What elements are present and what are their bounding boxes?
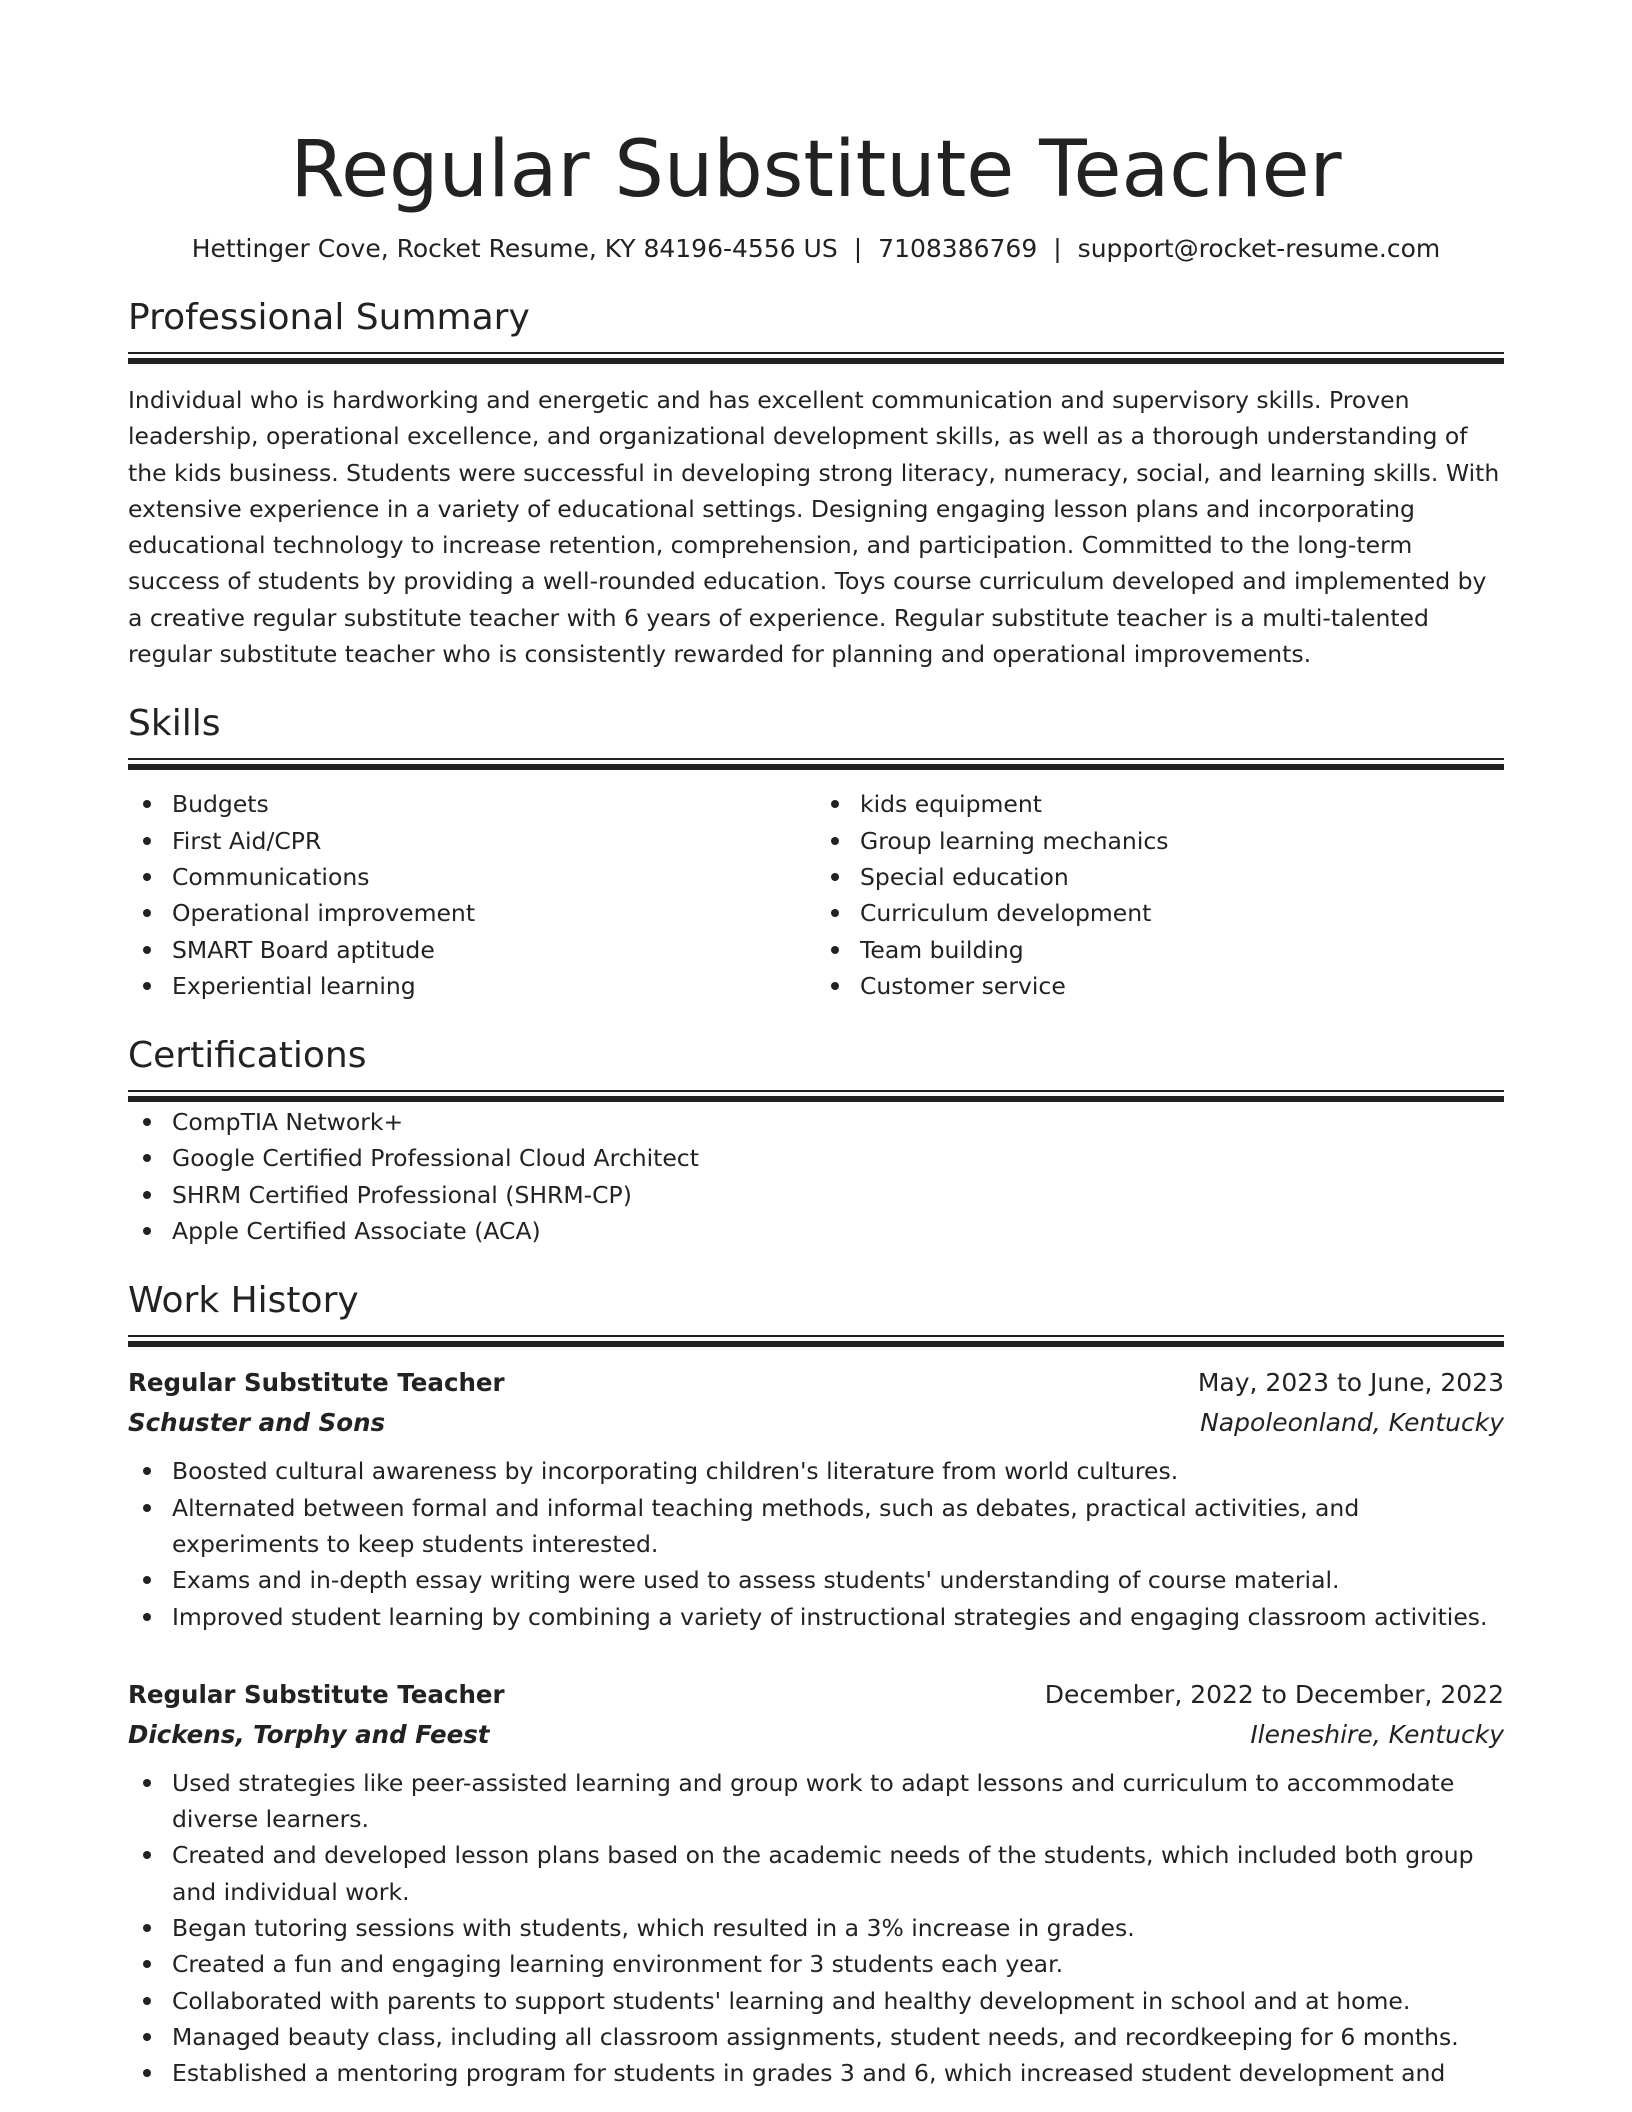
skill-label: Special education [860, 862, 1069, 891]
bullet-icon [143, 1997, 151, 2005]
list-item [172, 859, 816, 895]
bullet-icon [143, 1467, 151, 1475]
bullet-icon [143, 1613, 151, 1621]
certification-label: Apple Certified Associate (ACA) [172, 1217, 541, 1246]
job-title: Regular Substitute Teacher [128, 1679, 505, 1709]
bullet-icon [831, 909, 839, 917]
list-item [860, 823, 1504, 859]
list-item [172, 1140, 1504, 1176]
skill-label: Group learning mechanics [860, 826, 1169, 855]
contact-line [128, 232, 1504, 266]
bullet-icon [831, 873, 839, 881]
list-item [172, 1599, 1504, 1635]
skill-label: Experiential learning [172, 971, 416, 1000]
job-header-row [128, 1675, 1504, 1715]
bullet-icon [143, 1576, 151, 1584]
bullet-icon [143, 1924, 151, 1932]
skill-label: Team building [860, 935, 1024, 964]
skill-label: SMART Board aptitude [172, 935, 435, 964]
work-history-section [128, 1277, 1504, 2091]
section-divider [128, 758, 1504, 772]
job-bullet-text: Collaborated with parents to support students' learning and healthy development in school and at home. [172, 1986, 1411, 2015]
section-divider [128, 1090, 1504, 1104]
list-item [172, 1453, 1504, 1489]
skills-columns [128, 786, 1504, 1004]
section-divider [128, 1335, 1504, 1349]
skill-label: kids equipment [860, 790, 1042, 819]
skills-list-left [128, 786, 816, 1004]
bullet-icon [143, 1154, 151, 1162]
list-item [860, 932, 1504, 968]
job-bullet-text: Established a mentoring program for students in grades 3 and 6, which increased student development and [172, 2059, 1446, 2088]
job-company: Dickens, Torphy and Feest [128, 1719, 490, 1749]
summary-section [128, 294, 1504, 672]
list-item [172, 895, 816, 931]
job-company-row [128, 1403, 1504, 1443]
section-title-work-history: Work History [128, 1280, 359, 1322]
job-dates: December, 2022 to December, 2022 [1044, 1679, 1504, 1709]
resume-content [128, 0, 1504, 2092]
bullet-icon [143, 2069, 151, 2077]
skill-label: Communications [172, 862, 370, 891]
certification-label: Google Certified Professional Cloud Architect [172, 1144, 699, 1173]
job-bullet-text: Managed beauty class, including all classroom assignments, student needs, and recordkeeping for 6 months. [172, 2022, 1459, 2051]
job-bullets [128, 1453, 1504, 1634]
skill-label: Customer service [860, 971, 1066, 1000]
bullet-icon [831, 800, 839, 808]
certifications-section [128, 1032, 1504, 1249]
job-bullet-text: Created a fun and engaging learning environment for 3 students each year. [172, 1950, 1064, 1979]
job-bullet-text: Began tutoring sessions with students, which resulted in a 3% increase in grades. [172, 1914, 1135, 1943]
bullet-icon [143, 1227, 151, 1235]
job-bullet-text: Alternated between formal and informal teaching methods, such as debates, practical activities, and experiments to keep students interested. [172, 1493, 1360, 1558]
job-bullet-text: Boosted cultural awareness by incorporating children's literature from world cultures. [172, 1457, 1179, 1486]
list-item [172, 968, 816, 1004]
list-item [172, 1490, 1504, 1563]
bullet-icon [143, 2033, 151, 2041]
skill-label: Budgets [172, 790, 269, 819]
bullet-icon [143, 800, 151, 808]
list-item [172, 1213, 1504, 1249]
bullet-icon [831, 982, 839, 990]
job-company: Schuster and Sons [128, 1408, 386, 1438]
section-title-skills: Skills [128, 703, 221, 745]
bullet-icon [831, 946, 839, 954]
summary-text: Individual who is hardworking and energetic and has excellent communication and supervisory skills. Proven leadership, operational excellence, and organizational development skills, as well as a thorough understanding of the kids business. Students were successful in developing strong literacy, numeracy, social, and learning skills. With extensive experience in a variety of educational settings. Designing engaging lesson plans and incorporating educational technology to increase retention, comprehension, and participation. Committed to the long-term success of students by providing a well-rounded education. Toys course curriculum developed and implemented by a creative regular substitute teacher with 6 years of experience. Regular substitute teacher is a multi-talented regular substitute teacher who is consistently rewarded for planning and operational improvements. [128, 386, 1500, 669]
bullet-icon [831, 837, 839, 845]
bullet-icon [143, 1118, 151, 1126]
list-item [172, 2019, 1504, 2055]
bullet-icon [143, 1504, 151, 1512]
section-title-certifications: Certifications [128, 1035, 367, 1077]
list-item [172, 1946, 1504, 1982]
certifications-list [128, 1104, 1504, 1249]
bullet-icon [143, 1779, 151, 1787]
list-item [172, 1177, 1504, 1213]
section-divider [128, 352, 1504, 366]
job-dates: May, 2023 to June, 2023 [1197, 1368, 1504, 1398]
certification-label: SHRM Certified Professional (SHRM-CP) [172, 1180, 632, 1209]
certification-label: CompTIA Network+ [172, 1108, 404, 1137]
job-title: Regular Substitute Teacher [128, 1368, 505, 1398]
skills-section [128, 700, 1504, 1004]
list-item [172, 823, 816, 859]
job-bullet-text: Used strategies like peer-assisted learning and group work to adapt lessons and curriculum to accommodate diverse learners. [172, 1768, 1455, 1834]
job-bullet-text: Created and developed lesson plans based on the academic needs of the students, which included both group and individual work. [172, 1841, 1474, 1906]
list-item [172, 786, 816, 822]
list-item [172, 1765, 1504, 1838]
bullet-icon [143, 1191, 151, 1199]
bullet-icon [143, 982, 151, 990]
bullet-icon [143, 909, 151, 917]
contact-phone: 7108386769 [878, 234, 1038, 263]
skill-label: First Aid/CPR [172, 826, 322, 855]
contact-separator: | [1053, 234, 1062, 263]
job-header-row [128, 1363, 1504, 1403]
list-item [172, 2055, 1504, 2091]
bullet-icon [143, 1851, 151, 1859]
list-item [172, 1104, 1504, 1140]
job-entry [128, 1363, 1504, 1634]
contact-email[interactable]: support@rocket-resume.com [1077, 234, 1441, 263]
contact-separator: | [853, 234, 863, 263]
bullet-icon [143, 873, 151, 881]
candidate-name: Regular Substitute Teacher [290, 125, 1342, 215]
bullet-icon [143, 1960, 151, 1968]
job-entry [128, 1675, 1504, 2092]
list-item [172, 1837, 1504, 1910]
section-title-summary: Professional Summary [128, 297, 530, 338]
job-company-row [128, 1715, 1504, 1755]
job-bullet-text: Exams and in-depth essay writing were used to assess students' understanding of course material. [172, 1566, 1340, 1595]
skills-list-right [816, 786, 1504, 1004]
job-location: Napoleonland, Kentucky [1200, 1408, 1504, 1438]
contact-address: Hettinger Cove, Rocket Resume, KY 84196-4556 US [191, 234, 838, 263]
list-item [860, 786, 1504, 822]
list-item [860, 859, 1504, 895]
bullet-icon [143, 837, 151, 845]
skill-label: Curriculum development [860, 899, 1152, 928]
list-item [860, 968, 1504, 1004]
list-item [860, 895, 1504, 931]
list-item [172, 932, 816, 968]
skill-label: Operational improvement [172, 899, 476, 928]
job-bullets [128, 1765, 1504, 2092]
list-item [172, 1983, 1504, 2019]
job-bullet-text: Improved student learning by combining a variety of instructional strategies and engaging classroom activities. [172, 1602, 1488, 1631]
list-item [172, 1562, 1504, 1598]
list-item [172, 1910, 1504, 1946]
bullet-icon [143, 946, 151, 954]
job-location: Ileneshire, Kentucky [1250, 1719, 1504, 1749]
